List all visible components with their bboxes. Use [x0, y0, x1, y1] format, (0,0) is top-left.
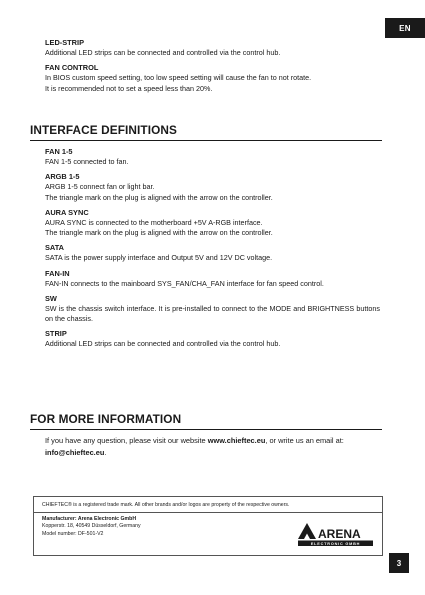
item-text: FAN-IN connects to the mainboard SYS_FAN/CHA_FAN interface for fan speed control. [45, 278, 324, 288]
logo-word: ARENA [318, 527, 361, 541]
item-fan-in [45, 269, 380, 290]
logo-subtitle: ELECTRONIC GMBH [310, 541, 361, 546]
item-text: SATA is the power supply interface and Output 5V and 12V DC voltage. [45, 253, 273, 263]
item-fan-control [45, 63, 380, 94]
item-text: ARGB 1-5 connect fan or light bar. [45, 182, 155, 192]
item-title: LED-STRIP [45, 38, 85, 47]
item-text: Additional LED strips can be connected and controlled via the control hub. [45, 48, 281, 57]
item-aura-sync [45, 208, 380, 239]
item-title: ARGB 1-5 [45, 172, 80, 182]
item-fan-1-5 [45, 147, 380, 168]
manufacturer-info [34, 513, 382, 546]
item-title: FAN-IN [45, 268, 70, 278]
item-argb-1-5 [45, 172, 380, 203]
item-title: AURA SYNC [45, 207, 89, 217]
info-text-part: , or write us an email at: [265, 436, 344, 445]
model-number: Model number: DF-501-V2 [42, 530, 104, 537]
item-text: AURA SYNC is connected to the motherboard +5V A-RGB interface. [45, 217, 263, 227]
page-number: 3 [389, 553, 409, 573]
trademark-notice: CHIEFTEC® is a registered trade mark. All other brands and/or logos are property of the respective owners. [34, 497, 382, 513]
item-text: In BIOS custom speed setting, too low speed setting will cause the fan to not rotate. [45, 73, 312, 83]
more-info-block [45, 435, 380, 458]
item-title: SW [45, 293, 57, 303]
item-text: The triangle mark on the plug is aligned with the arrow on the controller. [45, 228, 273, 238]
more-info-text [45, 435, 380, 458]
email-link[interactable]: info@chieftec.eu [45, 447, 105, 457]
interface-items [45, 147, 380, 354]
top-items [45, 38, 380, 99]
item-title: FAN 1-5 [45, 147, 73, 156]
item-strip [45, 329, 380, 350]
language-tab: EN [385, 18, 425, 38]
website-link[interactable]: www.chieftec.eu [207, 436, 266, 445]
manufacturer-name: Manufacturer: Arena Electronic GmbH [42, 516, 137, 522]
item-sata [45, 243, 380, 264]
item-text: FAN 1-5 connected to fan. [45, 157, 129, 166]
item-text: SW is the chassis switch interface. It is pre-installed to connect to the MODE and BRIGHTNESS buttons on the chassis. [45, 303, 380, 324]
manufacturer-address: Kopperstr. 18, 40549 Düsseldorf, Germany [42, 523, 141, 530]
item-title: FAN CONTROL [45, 63, 99, 73]
section-heading-interface: INTERFACE DEFINITIONS [30, 123, 382, 141]
section-heading-more-info: FOR MORE INFORMATION [30, 412, 382, 430]
item-title: STRIP [45, 329, 67, 339]
item-text: Additional LED strips can be connected and controlled via the control hub. [45, 339, 281, 349]
footer-box [33, 496, 383, 556]
info-text-part: . [104, 447, 107, 457]
item-led-strip [45, 38, 380, 59]
item-text: The triangle mark on the plug is aligned with the arrow on the controller. [45, 192, 273, 202]
info-text-part: If you have any question, please visit our website [45, 436, 208, 445]
item-sw [45, 294, 380, 325]
arena-logo [296, 519, 374, 547]
item-text: It is recommended not to set a speed less than 20%. [45, 83, 213, 93]
item-title: SATA [45, 243, 65, 253]
